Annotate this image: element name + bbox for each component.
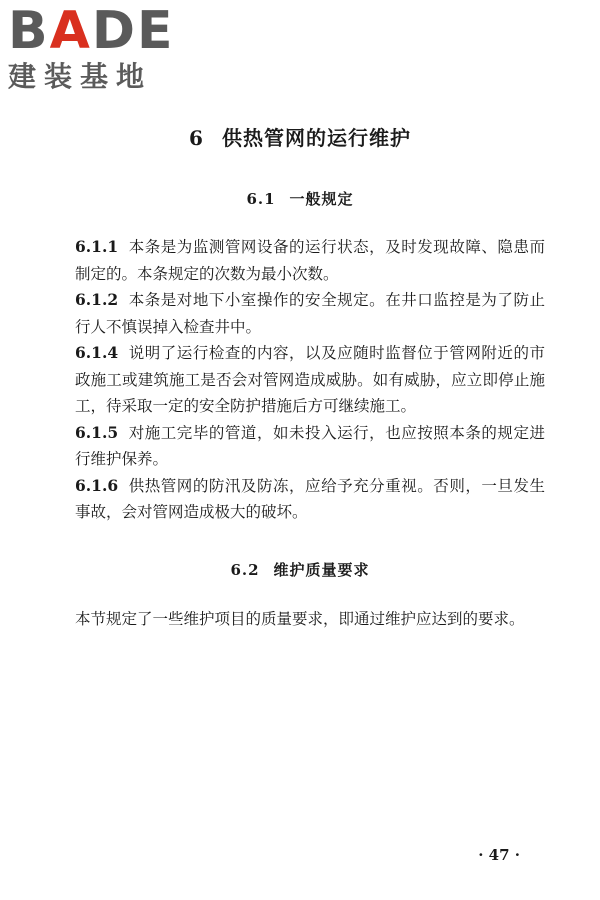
clause-number: 6.1.4 xyxy=(75,343,119,362)
section-number: 6.1 xyxy=(246,190,276,208)
chapter-title-text: 供热管网的运行维护 xyxy=(221,126,411,150)
clause-item xyxy=(75,420,545,473)
chapter-title xyxy=(0,122,600,151)
logo-subtitle: 建装基地 xyxy=(8,60,153,93)
clause-text: 本条是为监测管网设备的运行状态，及时发现故障、隐患而制定的。本条规定的次数为最小次数。 xyxy=(75,238,545,283)
section-number: 6.2 xyxy=(230,561,260,579)
clause-list xyxy=(75,234,545,526)
clause-item xyxy=(75,473,545,526)
clause-item xyxy=(75,340,545,420)
clause-text: 说明了运行检查的内容，以及应随时监督位于管网附近的市政施工或建筑施工是否会对管网造成威胁。如有威胁，应立即停止施工，待采取一定的安全防护措施后方可继续施工。 xyxy=(75,344,545,415)
clause-item xyxy=(75,234,545,287)
clause-item xyxy=(75,287,545,340)
section-paragraph: 本节规定了一些维护项目的质量要求，即通过维护应达到的要求。 xyxy=(75,610,525,628)
clause-text: 供热管网的防汛及防冻，应给予充分重视。否则，一旦发生事故，会对管网造成极大的破坏。 xyxy=(75,476,545,521)
section-title-general xyxy=(0,188,600,209)
section-title-text: 一般规定 xyxy=(289,190,354,208)
clause-number: 6.1.6 xyxy=(75,475,119,495)
chapter-number: 6 xyxy=(189,126,204,150)
section-title-maintenance-quality xyxy=(0,559,600,580)
clause-number: 6.1.5 xyxy=(75,422,119,442)
clause-number: 6.1.1 xyxy=(75,237,119,256)
bade-logo xyxy=(8,1,178,94)
section-title-text: 维护质量要求 xyxy=(273,561,370,579)
logo-wordmark: BADE xyxy=(8,1,175,61)
page-number: · 47 · xyxy=(478,846,520,864)
clause-number: 6.1.2 xyxy=(75,290,119,309)
clause-text: 对施工完毕的管道，如未投入运行，也应按照本条的规定进行维护保养。 xyxy=(75,423,545,468)
clause-text: 本条是对地下小室操作的安全规定。在井口监控是为了防止行人不慎误掉入检查井中。 xyxy=(75,291,545,336)
